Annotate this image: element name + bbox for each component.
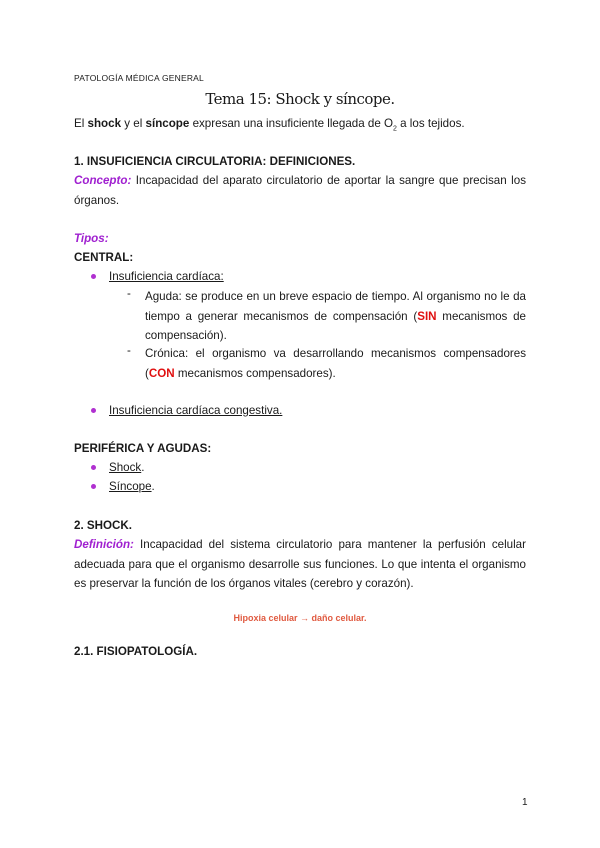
intro-text: expresan una insuficiente llegada de O <box>189 117 394 130</box>
types-label: Tipos: <box>74 232 109 245</box>
intro-sincope: síncope <box>145 117 190 130</box>
section2-1-heading: 2.1. FISIOPATOLOGÍA. <box>74 645 198 658</box>
highlight-note: Hipoxia celular → daño celular. <box>233 613 367 623</box>
list-item-icc: Insuficiencia cardíaca congestiva. <box>109 404 283 417</box>
concept-paragraph <box>74 171 526 210</box>
dash-icon: - <box>127 344 131 357</box>
bullet-icon <box>91 465 96 470</box>
list-item-sincope: Síncope. <box>109 480 155 493</box>
sincope-link-text: Síncope <box>109 480 152 493</box>
definition-paragraph <box>74 535 526 594</box>
intro-paragraph <box>74 114 534 139</box>
section2-heading: 2. SHOCK. <box>74 519 132 532</box>
intro-text: a los tejidos. <box>396 117 465 130</box>
aguda-text: Aguda: se produce en un breve espacio de tiempo. Al organismo no le da tiempo a generar mecanismos de compensación ( <box>145 290 526 323</box>
peripheral-label: PERIFÉRICA Y AGUDAS: <box>74 442 212 455</box>
cronica-paragraph <box>145 344 526 383</box>
aguda-text-end: mecanismos de compensación). <box>145 309 526 342</box>
concept-label: Concepto: <box>74 174 132 187</box>
aguda-sin: SIN <box>417 309 437 323</box>
aguda-paragraph <box>145 287 526 346</box>
cronica-text-end: mecanismos compensadores). <box>174 366 336 380</box>
bullet-icon <box>91 274 96 279</box>
shock-link-text: Shock <box>109 461 142 474</box>
dash-icon: - <box>127 287 131 300</box>
page-title: Tema 15: Shock y síncope. <box>205 90 395 108</box>
cronica-text: Crónica: el organismo va desarrollando mecanismos compensadores ( <box>145 347 526 380</box>
intro-text: El <box>74 117 88 130</box>
list-item-insuficiencia-cardiaca: Insuficiencia cardíaca: <box>109 270 224 283</box>
document-header: PATOLOGÍA MÉDICA GENERAL <box>74 73 204 83</box>
concept-text: Incapacidad del aparato circulatorio de aportar la sangre que precisan los órganos. <box>74 174 526 207</box>
intro-shock: shock <box>87 117 122 130</box>
bullet-icon <box>91 484 96 489</box>
page-number: 1 <box>522 797 528 808</box>
cronica-con: CON <box>148 366 175 380</box>
bullet-icon <box>91 408 96 413</box>
intro-subscript: 2 <box>393 125 397 133</box>
central-label: CENTRAL: <box>74 251 134 264</box>
definition-text: Incapacidad del sistema circulatorio para mantener la perfusión celular adecuada para que el organismo desarrolle sus funciones. Lo que intenta el organismo es preservar la función de los órganos vitales (cerebro y corazón). <box>74 538 526 590</box>
intro-text: y el <box>121 117 146 130</box>
definition-label: Definición: <box>74 538 134 551</box>
section1-heading: 1. INSUFICIENCIA CIRCULATORIA: DEFINICIONES. <box>74 155 356 168</box>
list-item-shock: Shock. <box>109 461 145 474</box>
